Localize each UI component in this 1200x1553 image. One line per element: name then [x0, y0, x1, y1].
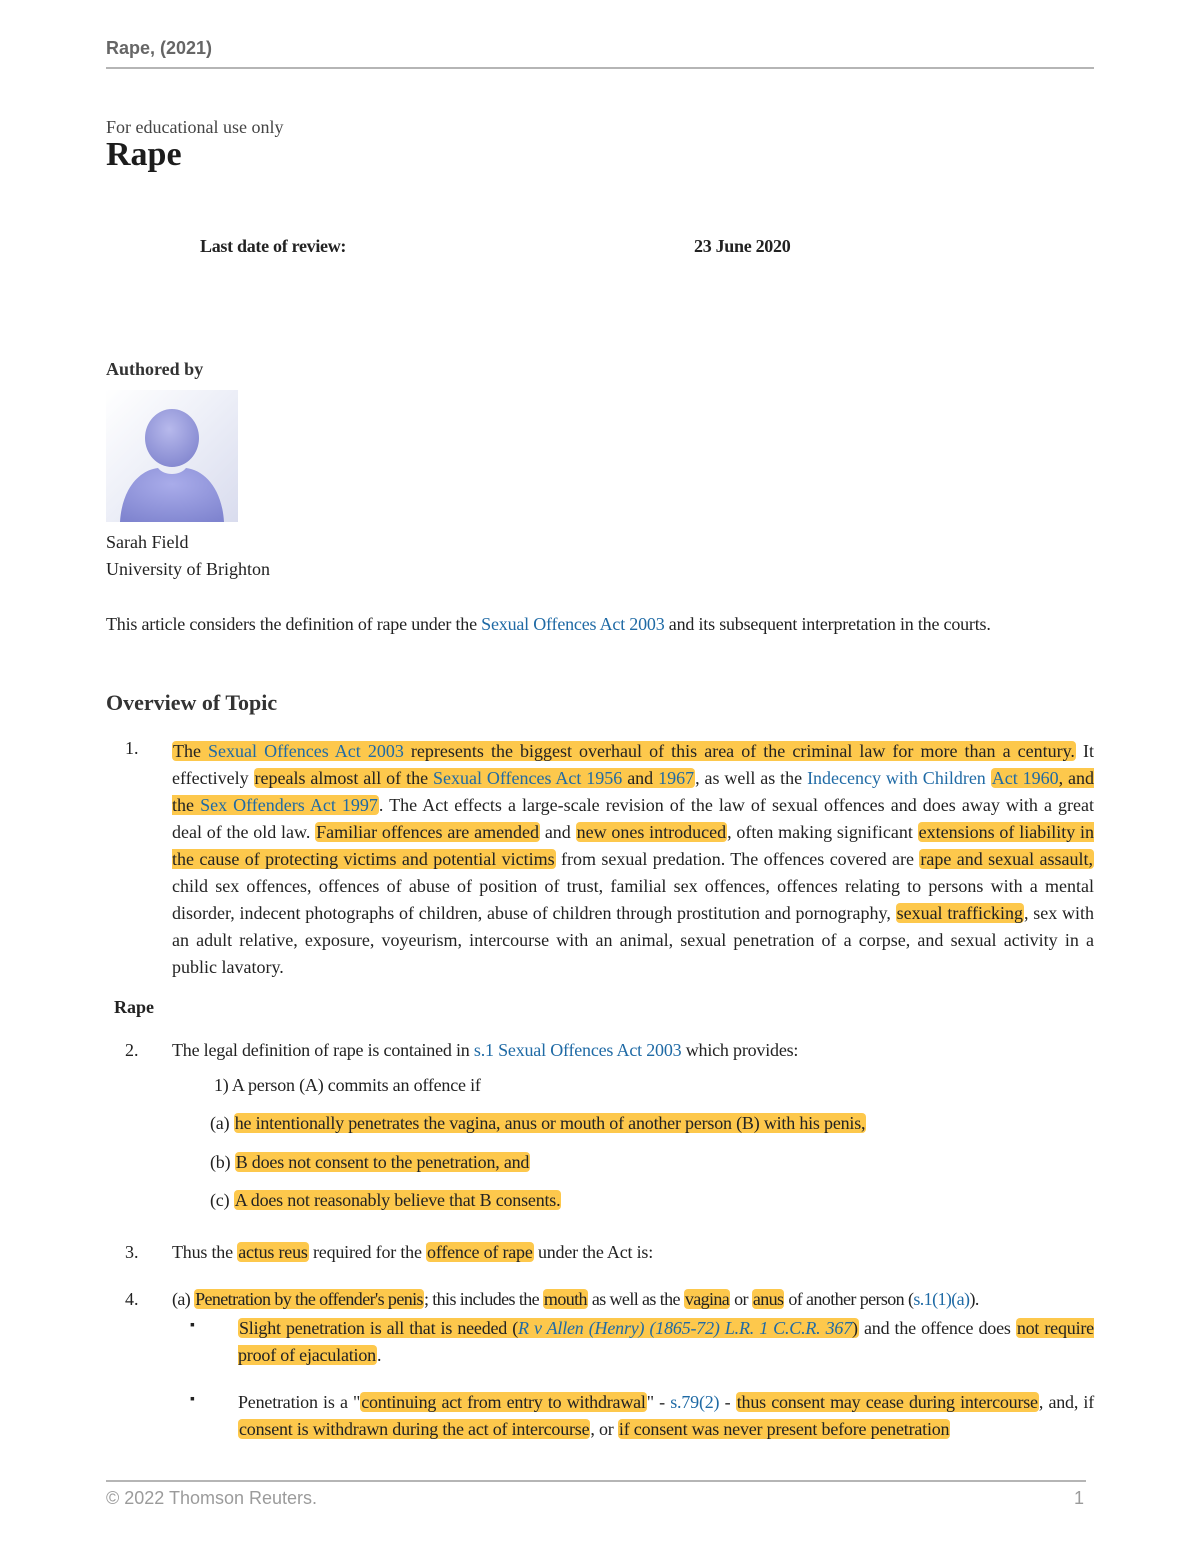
text: , sex with an adult relative, exposure, voyeurism, intercourse with an animal, sexual penetration of a corpse, and sexual activity in a public lavatory. [172, 903, 1094, 977]
intro-paragraph [106, 614, 1106, 635]
overview-paragraph [172, 738, 1094, 981]
header-divider [106, 67, 1094, 69]
highlight: A does not reasonably believe that B consents. [234, 1190, 561, 1210]
footer-divider [106, 1480, 1086, 1482]
bullet-icon: ▪ [190, 1392, 195, 1407]
link-indecency-with-children[interactable]: Indecency with Children [807, 768, 986, 788]
statute-clause-c [210, 1190, 561, 1211]
highlight: Penetration by the offender's penis [195, 1289, 423, 1309]
highlight: he intentionally penetrates the vagina, anus or mouth of another person (B) with his penis, [234, 1113, 866, 1133]
text: or [730, 1289, 752, 1309]
text: Thus the [172, 1242, 238, 1262]
text: of another person ( [784, 1289, 914, 1309]
statute-clause-1: 1) A person (A) commits an offence if [214, 1075, 481, 1095]
link-s1-1-a[interactable]: s.1(1)(a) [913, 1289, 970, 1309]
text: . The Act effects a large-scale revision of the law of sexual offences and does away with a great deal of the old law. [172, 795, 1094, 842]
text: ). [969, 1289, 979, 1309]
text: " - [646, 1392, 671, 1412]
highlight: extensions of liability in the cause of protecting victims and potential victims [172, 822, 1094, 869]
text: Slight penetration is all that is needed ( [239, 1318, 519, 1338]
author-avatar [106, 390, 238, 522]
text: , or [590, 1419, 618, 1439]
footer-copyright: © 2022 Thomson Reuters. [106, 1488, 318, 1508]
person-icon [106, 390, 238, 522]
actus-reus-paragraph [172, 1242, 653, 1263]
highlight [254, 768, 696, 788]
text: repeals almost all of the [254, 768, 433, 788]
link-act-1960[interactable]: Act 1960 [991, 768, 1059, 788]
highlight: actus reus [238, 1242, 308, 1262]
page-number: 1 [1074, 1488, 1085, 1508]
link-sexual-offences-act-1956[interactable]: Sexual Offences Act 1956 [432, 768, 623, 788]
link-sexual-offences-act-2003[interactable]: Sexual Offences Act 2003 [481, 614, 665, 634]
link-s79-2[interactable]: s.79(2) [670, 1392, 720, 1412]
definition-paragraph [172, 1040, 798, 1061]
text: required for the [308, 1242, 427, 1262]
highlight [172, 741, 1076, 761]
text: . [376, 1345, 382, 1365]
text: from sexual predation. The offences covered are [555, 849, 920, 869]
text: - [719, 1392, 736, 1412]
bullet-paragraph-slight-penetration [238, 1315, 1094, 1369]
highlight: if consent was never present before penetration [618, 1419, 950, 1439]
text: The legal definition of rape is contained in [172, 1040, 474, 1060]
bullet-paragraph-continuing-act [238, 1389, 1094, 1443]
statute-clause-a [210, 1113, 866, 1134]
highlight: rape and sexual assault, [920, 849, 1094, 869]
intro-text: and its subsequent interpretation in the courts. [664, 614, 991, 634]
document-title: Rape [106, 136, 182, 173]
text: and [622, 768, 659, 788]
link-sex-offenders-act-1997[interactable]: Sex Offenders Act 1997 [200, 795, 378, 815]
highlight: Familiar offences are amended [316, 822, 540, 842]
text: under the Act is: [533, 1242, 654, 1262]
rape-subheading: Rape [114, 997, 154, 1017]
highlight: new ones introduced [576, 822, 727, 842]
text: and the offence does [858, 1318, 1016, 1338]
text: which provides: [681, 1040, 799, 1060]
bullet-icon: ▪ [190, 1318, 195, 1333]
text: represents the biggest overhaul of this area of the criminal law for more than a century. [403, 741, 1075, 761]
text: as well as the [587, 1289, 684, 1309]
highlight: sexual trafficking [896, 903, 1023, 923]
clause-label: (c) [210, 1190, 234, 1210]
running-header: Rape, (2021) [106, 38, 213, 58]
text: , as well as the [695, 768, 808, 788]
highlight: consent is withdrawn during the act of intercourse [239, 1419, 590, 1439]
link-s1-sexual-offences-act-2003[interactable]: s.1 Sexual Offences Act 2003 [473, 1040, 682, 1060]
educational-use-notice: For educational use only [106, 117, 284, 137]
text: , often making significant [727, 822, 918, 842]
text: Penetration is a " [238, 1392, 361, 1412]
link-1967[interactable]: 1967 [658, 768, 695, 788]
text: , and the [172, 768, 1094, 815]
text: The [173, 741, 209, 761]
intro-text: This article considers the definition of rape under the [106, 614, 482, 634]
authored-by-label: Authored by [106, 359, 204, 379]
author-institution: University of Brighton [106, 559, 270, 579]
text: (a) [172, 1289, 195, 1309]
text: and [540, 822, 576, 842]
text: ; this includes the [423, 1289, 543, 1309]
clause-label: (b) [210, 1152, 235, 1172]
highlight: thus consent may cease during intercourse [736, 1392, 1038, 1412]
review-date-value: 23 June 2020 [694, 236, 791, 256]
review-date-label: Last date of review: [200, 236, 347, 256]
link-r-v-allen[interactable]: R v Allen (Henry) (1865-72) L.R. 1 C.C.R. 367 [518, 1318, 853, 1338]
text: child sex offences, offences of abuse of position of trust, familial sex offences, offences relating to persons with a mental disorder, indecent photographs of children, abuse of children through prostitution and pornography, [172, 876, 1094, 923]
clause-label: (a) [210, 1113, 234, 1133]
link-sexual-offences-act-2003[interactable]: Sexual Offences Act 2003 [208, 741, 404, 761]
text: , and, if [1038, 1392, 1095, 1412]
highlight: anus [752, 1289, 784, 1309]
highlight: not require proof of ejaculation [238, 1318, 1094, 1365]
highlight [238, 1318, 859, 1338]
list-number: 1. [125, 738, 139, 758]
list-number: 3. [125, 1242, 139, 1262]
highlight: vagina [684, 1289, 730, 1309]
text: It effectively [172, 741, 1094, 788]
penetration-paragraph [172, 1289, 1094, 1310]
author-name: Sarah Field [106, 532, 189, 552]
highlight: continuing act from entry to withdrawal [361, 1392, 646, 1412]
list-number: 2. [125, 1040, 139, 1060]
highlight: offence of rape [427, 1242, 533, 1262]
statute-clause-b [210, 1152, 530, 1173]
list-number: 4. [125, 1289, 139, 1309]
text: ) [852, 1318, 858, 1338]
highlight: B does not consent to the penetration, and [235, 1152, 530, 1172]
highlight: mouth [543, 1289, 587, 1309]
overview-heading: Overview of Topic [106, 690, 278, 715]
